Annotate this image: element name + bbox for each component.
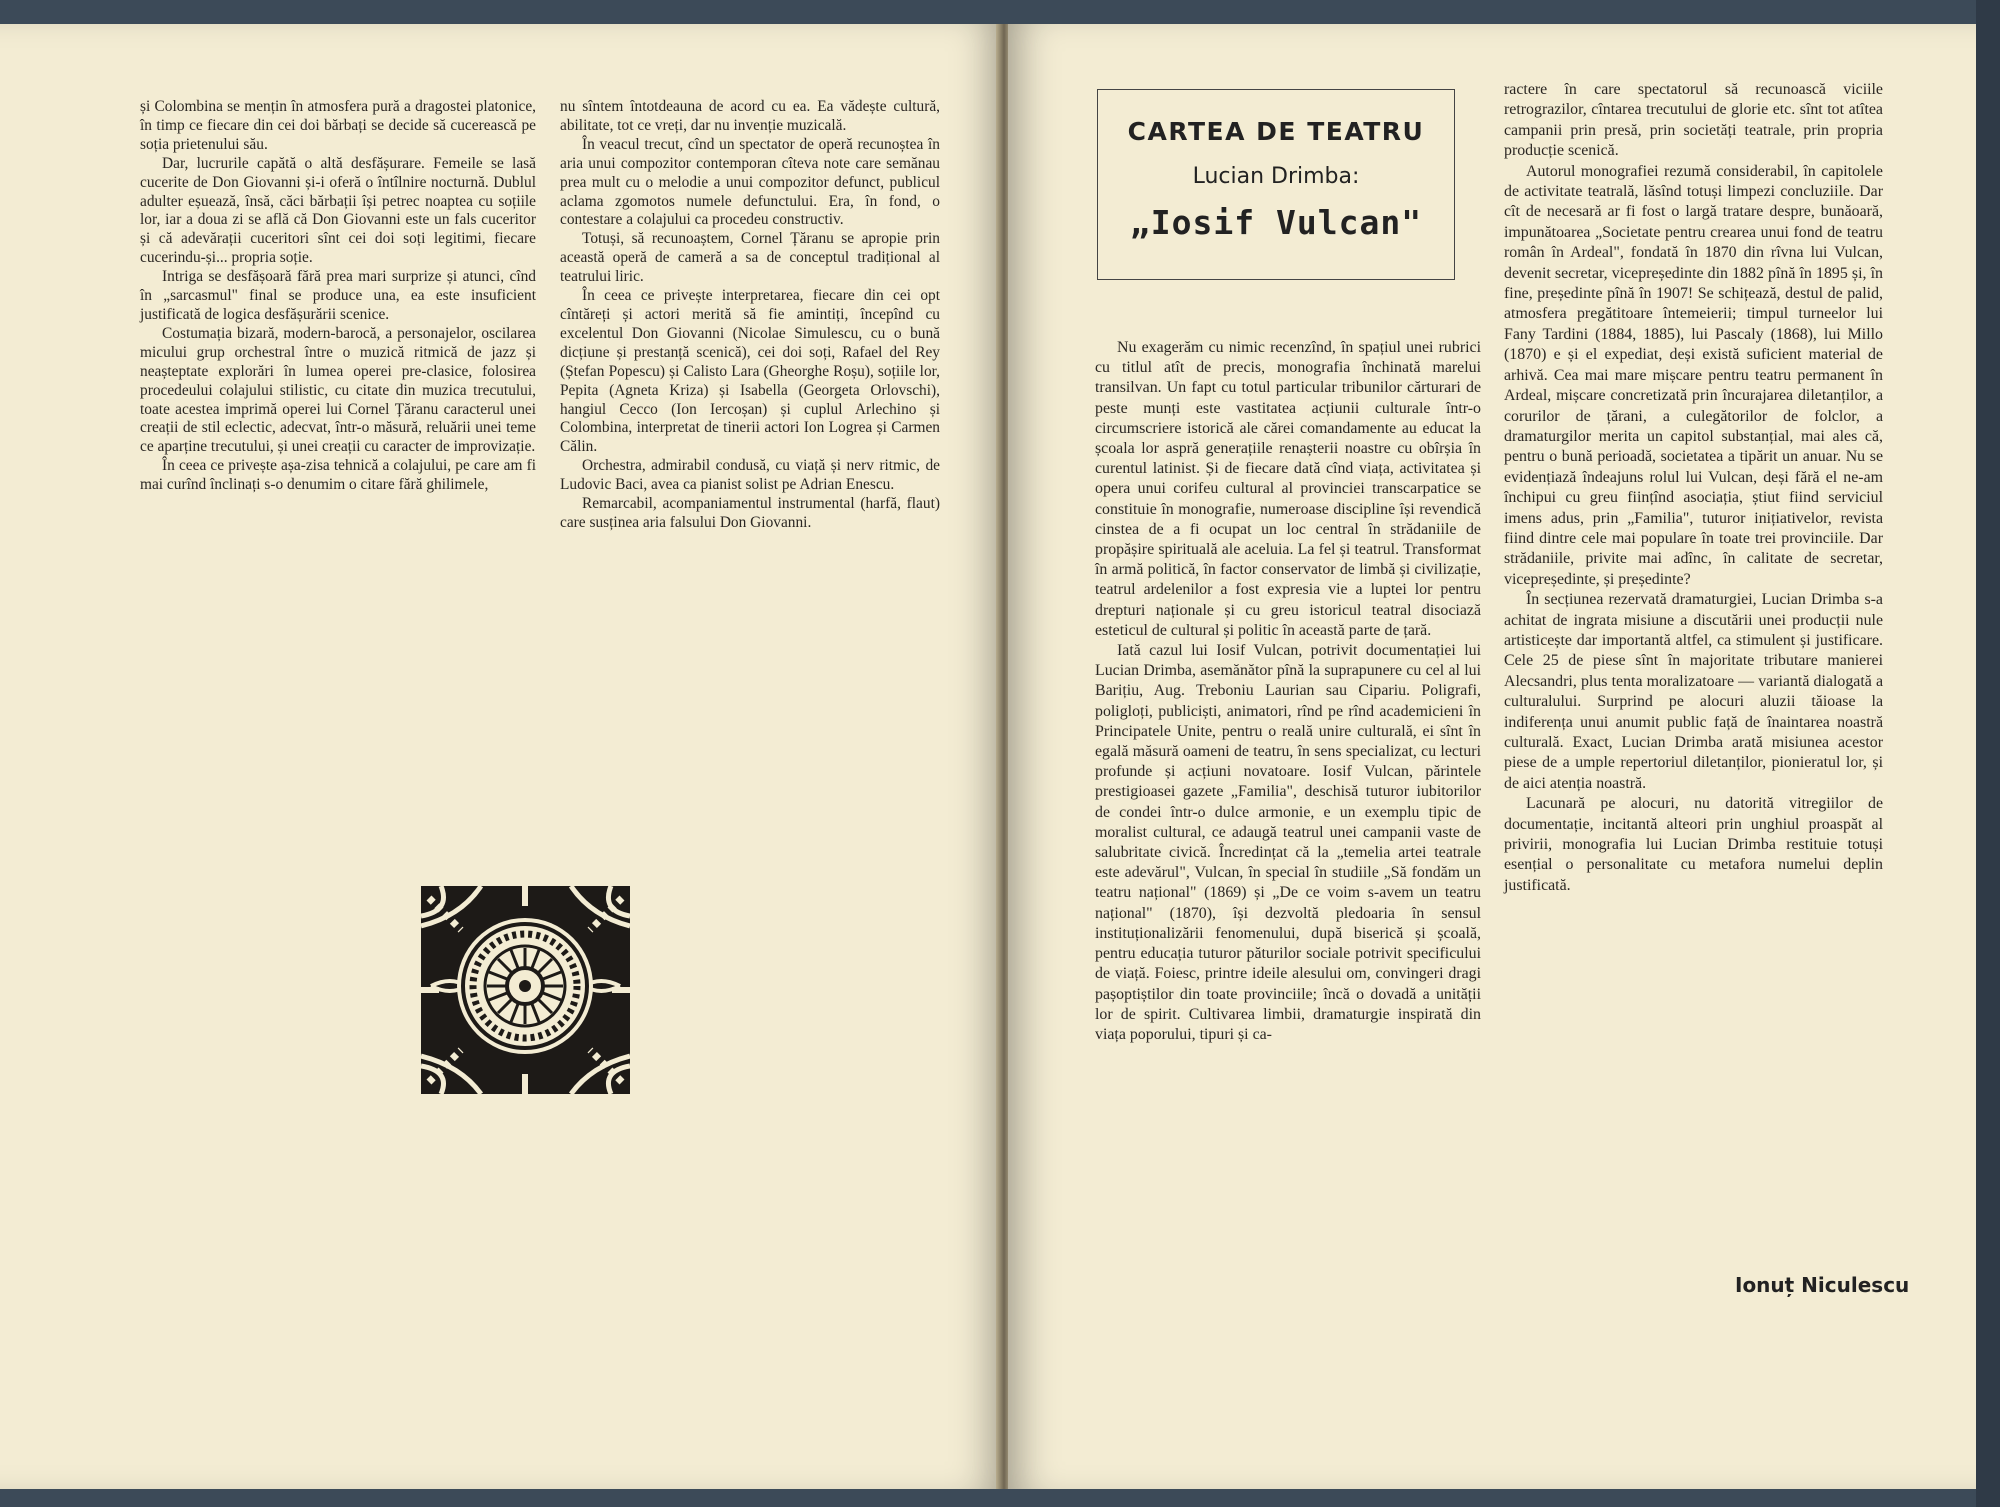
paragraph: Lacunară pe alocuri, nu datorită vitregiilor de documentație, incitantă alteori prin unghiul proaspăt al privirii, monografia lui Lucian Drimba restituie totuși esențial o personalitate cu metafora numelui deplin justificată. <box>1504 795 1883 894</box>
section-title-box <box>1097 89 1455 280</box>
book-cover-edge <box>1976 0 2000 1507</box>
author-signature: Ionuț Niculescu <box>1735 1273 1910 1297</box>
paragraph: Remarcabil, acompaniamentul instrumental (harfă, flaut) care susținea aria falsului Don Giovanni. <box>560 495 940 531</box>
paragraph: ractere în care spectatorul să recunoască viciile retrograzilor, cîntarea trecutului de glorie etc. sînt tot atîtea campanii prin presă, prin societăți teatrale, prin propria producție scenică. <box>1504 81 1883 160</box>
paragraph: Intriga se desfășoară fără prea mari surprize și atunci, cînd în „sarcasmul" final se produce una, ea este insuficient justificată de logica desfășurării scenice. <box>140 268 536 323</box>
rosette-ornament-icon <box>421 886 630 1094</box>
section-heading: CARTEA DE TEATRU <box>1127 117 1425 146</box>
paragraph: În ceea ce privește interpretarea, fiecare din cei opt cîntăreți și actori merită să fie amintiți, începînd cu excelentul Don Giovanni (Nicolae Simulescu, cu o bună dicțiune și prestanță scenică), cei doi soți, Rafael del Rey (Ștefan Popescu) și Calisto Lara (Gheorghe Roșu), soțiile lor, Pepita (Agneta Kriza) și Isabella (Georgeta Orlovschi), hangiul Cecco (Ion Iercoșan) și cuplul Arlechino și Colombina, interpretat de tinerii actori Ion Logrea și Carmen Călin. <box>560 287 940 456</box>
left-page-column-2 <box>560 98 940 533</box>
book-author: Lucian Drimba: <box>1192 164 1360 189</box>
paragraph: În ceea ce privește așa-zisa tehnică a colajului, pe care am fi mai curînd înclinați s-o denumim o citare fără ghilimele, <box>140 457 536 494</box>
paragraph: Totuși, să recunoaștem, Cornel Țăranu se apropie prin această operă de cameră a sa de conceptul tradițional al teatrului liric. <box>560 230 940 286</box>
paragraph: Autorul monografiei rezumă considerabil, în capitolele de activitate teatrală, lăsînd totuși limpezi concluziile. Dar cît de necesară ar fi fost o largă tratare despre, bunăoară, impunătoarea „Societate pentru crearea unui fond de teatru român în Ardeal", fondată în 1870 din rîvna lui Vulcan, devenit secretar, vicepreședinte din 1882 pînă în 1895 și, în fine, președinte pînă în 1907! Se schițează, destul de palid, atmosfera pregătitoare întemeierii; timpul turneelor lui Fany Tardini (1884, 1885), lui Pascaly (1868), lui Millo (1870) e și el expediat, deși există suficient material de arhivă. Cea mai mare mișcare pentru teatru permanent în Ardeal, mișcare concretizată prin încurajarea diletanților, a corurilor de țărani, a culegătorilor de folclor, a dramaturgilor merita un capitol substanțial, mai ales că, pentru o bună perioadă, societatea a tipărit un anuar. Nu se evidențiază îndeajuns rolul lui Vulcan, deși fără el ne-am închipui cu greu ființînd asociația, știut fiind serviciul imens adus, prin „Familia", tuturor inițiativelor, revista fiind dintre cele mai populare în toate trei provinciile. Dar strădaniile, privite mai adînc, în calitate de secretar, vicepreședinte, și președinte? <box>1504 162 1883 588</box>
paragraph: Orchestra, admirabil condusă, cu viață și nerv ritmic, de Ludovic Baci, avea ca pianist solist pe Adrian Enescu. <box>560 457 940 494</box>
paragraph: Iată cazul lui Iosif Vulcan, potrivit documentației lui Lucian Drimba, asemănător pînă la suprapunere cu cel al lui Barițiu, Aug. Treboniu Laurian sau Cipariu. Poligrafi, poligloți, publiciști, animatori, rînd pe rînd academicieni în Principatele Unite, pentru o reală unire culturală, ei sînt în egală măsură oameni de teatru, în sens specializat, cu lecturi profunde și acțiuni novatoare. Iosif Vulcan, părintele prestigioasei gazete „Familia", deschisă tuturor iubitorilor de condei într-o dulce armonie, e un exemplu tipic de moralist cultural, ce adaugă teatrul unei campanii vaste de salubritate civică. Încredințat că la „temelia artei teatrale este adevărul", Vulcan, în special în studiile „Să fondăm un teatru național" (1869) și „De ce voim s-avem un teatru național" (1870), își dezvoltă pledoaria în sensul instituționalizării fenomenului, după biserică și școală, pentru educația tuturor păturilor sociale potrivit specificului de viață. Foiesc, printre ideile alesului om, convingeri dragi pașoptiștilor din toate provinciile; încă o dovadă a unității lor de spirit. Cultivarea limbii, dramaturgie inspirată din viața poporului, tipuri și ca- <box>1095 642 1481 1043</box>
paragraph: Dar, lucrurile capătă o altă desfășurare. Femeile se lasă cucerite de Don Giovanni și-i oferă o întîlnire nocturnă. Dublul adulter eșuează, însă, căci bărbații își petrec noaptea cu soțiile lor, iar a doua zi se află că Don Giovanni este un fals cuceritor și că adevărații cuceritori sînt cei doi soți legitimi, fiecare cucerindu-și... propria soție. <box>140 154 536 267</box>
right-page-column-1 <box>1095 338 1481 1045</box>
paragraph: În veacul trecut, cînd un spectator de operă recunoștea în aria unui compozitor contemporan cîteva note care semănau prea mult cu o melodie a unui compozitor defunct, publicul aclama zgomotos numele defunctului. Era, în fond, o contestare a colajului ca procedeu constructiv. <box>560 135 940 229</box>
left-page <box>0 24 1002 1489</box>
paragraph: Costumația bizară, modern-barocă, a personajelor, oscilarea micului grup orchestral între o muzică ritmică de jazz și neașteptate explorări în lumea operei pre-clasice, folosirea procedeului colajului stilistic, cu citate din muzica trecutului, toate acestea imprimă operei lui Cornel Țăranu caracterul unei creații de stil eclectic, adecvat, într-o măsură, reluării unei teme ce aparține trecutului, și unei creații cu caracter de improvizație. <box>140 324 536 456</box>
paragraph: Nu exagerăm cu nimic recenzînd, în spațiul unei rubrici cu titlul atît de precis, monografia închinată marelui transilvan. Un fapt cu totul particular tribunilor cărturari de peste munți este vastitatea acțiunii culturale într-o circumscriere istorică ale cărei comandamente au educat la școala lor aspră generațiile renașterii noastre cu obîrșia în curentul latinist. Și de fiecare dată cînd viața, activitatea și opera unui corifeu cultural al provinciei transcarpatice se constituie în monografie, numeroase discipline își revendică cinstea de a fi ocupat un loc central în strădaniile de propășire spirituală ale aceluia. La fel și teatrul. Transformat în armă politică, în factor conservator de limbă și civilizație, teatrul ardelenilor a fost expresia vie a luptei lor pentru drepturi naționale și cu greu istoricul teatral disociază esteticul de cultural și politic în această parte de țară. <box>1095 339 1481 639</box>
left-page-column-1 <box>140 98 536 495</box>
right-page-column-2 <box>1504 80 1883 896</box>
paragraph: nu sîntem întotdeauna de acord cu ea. Ea vădește cultură, abilitate, tot ce vreți, dar nu invenție muzicală. <box>560 98 940 134</box>
paragraph: și Colombina se mențin în atmosfera pură a dragostei platonice, în timp ce fiecare din cei doi bărbați se decide să cucerească pe soția prietenului său. <box>140 98 536 153</box>
paragraph: În secțiunea rezervată dramaturgiei, Lucian Drimba s-a achitat de ingrata misiune a discutării unei producții nule artisticește dar importantă altfel, ca stimulent și justificare. Cele 25 de piese sînt în majoritate tributare manierei Alecsandri, plus tenta moralizatoare — variantă dialogată a culturalului. Surprind pe alocuri aluzii tăioase la indiferența unui anumit public față de înaintarea noastră culturală. Exact, Lucian Drimba arată misiunea acestor piese de a umple repertoriul diletanților, pionieratul lor, și de aici atenția noastră. <box>1504 591 1883 792</box>
book-title: „Iosif Vulcan" <box>1129 203 1423 242</box>
